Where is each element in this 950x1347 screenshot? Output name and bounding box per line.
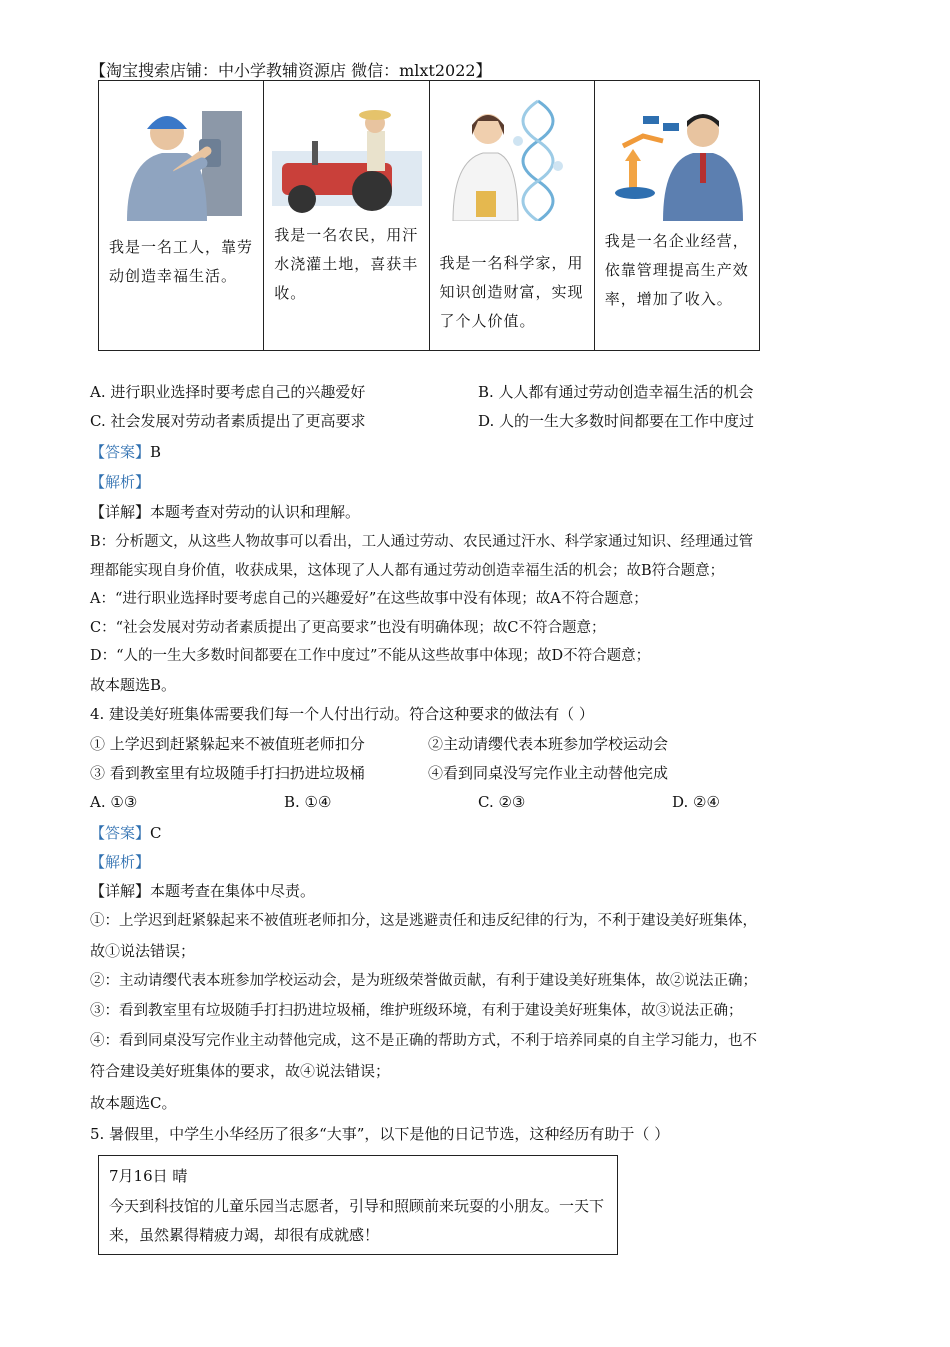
story-text-scientist: 我是一名科学家，用知识创造财富，实现了个人价值。 bbox=[439, 254, 584, 330]
story-cell-scientist bbox=[430, 81, 595, 350]
story-table bbox=[98, 80, 760, 351]
q4-option-d: D. ②④ bbox=[672, 793, 720, 811]
page-header: 【淘宝搜索店铺：中小学教辅资源店 微信：mlxt2022】 bbox=[90, 61, 492, 80]
q4-explain-5: ④：看到同桌没写完作业主动替他完成，这不是正确的帮助方式，不利于培养同桌的自主学习能力，也不 bbox=[90, 1033, 757, 1049]
diary-date: 7月16日 晴 bbox=[109, 1167, 188, 1185]
q4-explain-6: 符合建设美好班集体的要求，故④说法错误； bbox=[90, 1062, 391, 1080]
q3-explain-3: A：“进行职业选择时要考虑自己的兴趣爱好”在这些故事中没有体现；故A不符合题意； bbox=[90, 591, 648, 607]
q4-explain-1: ①：上学迟到赶紧躲起来不被值班老师扣分，这是逃避责任和违反纪律的行为，不利于建设美好班集体， bbox=[90, 913, 757, 929]
q4-answer bbox=[90, 822, 162, 844]
scientist-dna-illustration bbox=[438, 91, 588, 221]
worker-illustration bbox=[107, 91, 257, 221]
answer-value: C bbox=[150, 824, 162, 842]
q4-stem: 4. 建设美好班集体需要我们每一个人付出行动。符合这种要求的做法有（ ） bbox=[90, 705, 594, 723]
q4-explain-4: ③：看到教室里有垃圾随手打扫扔进垃圾桶，维护班级环境，有利于建设美好班集体，故③说法正确； bbox=[90, 1003, 743, 1019]
story-text-worker: 我是一名工人，靠劳动创造幸福生活。 bbox=[109, 238, 254, 285]
q3-detail: 【详解】本题考查对劳动的认识和理解。 bbox=[90, 503, 361, 521]
q3-explain-4: C：“社会发展对劳动者素质提出了更高要求”也没有明确体现；故C不符合题意； bbox=[90, 620, 606, 636]
q3-analysis-tag: 【解析】 bbox=[90, 473, 151, 491]
q4-option-a: A. ①③ bbox=[90, 793, 138, 811]
q4-explain-2: 故①说法错误； bbox=[90, 942, 196, 960]
q3-explain-1: B：分析题文，从这些人物故事可以看出，工人通过劳动、农民通过汗水、科学家通过知识、经理通过管 bbox=[90, 534, 754, 550]
q3-option-c: C. 社会发展对劳动者素质提出了更高要求 bbox=[90, 412, 366, 430]
answer-tag: 【答案】 bbox=[90, 443, 151, 461]
q5-stem: 5. 暑假里，中学生小华经历了很多“大事”，以下是他的日记节选，这种经历有助于（ ） bbox=[90, 1125, 670, 1143]
story-text-farmer: 我是一名农民，用汗水浇灌土地，喜获丰收。 bbox=[274, 226, 419, 302]
farmer-tractor-illustration bbox=[272, 91, 422, 221]
q3-explain-5: D：“人的一生大多数时间都要在工作中度过”不能从这些故事中体现；故D不符合题意； bbox=[90, 648, 651, 664]
q4-analysis-tag: 【解析】 bbox=[90, 853, 151, 871]
q4-explain-3: ②：主动请缨代表本班参加学校运动会，是为班级荣誉做贡献，有利于建设美好班集体，故②说法正确； bbox=[90, 973, 757, 989]
q3-conclusion: 故本题选B。 bbox=[90, 676, 177, 694]
diary-excerpt-box bbox=[98, 1155, 618, 1255]
q3-explain-2: 理都能实现自身价值，收获成果，这体现了人人都有通过劳动创造幸福生活的机会；故B符合题意； bbox=[90, 563, 725, 579]
q4-option-b: B. ①④ bbox=[284, 793, 332, 811]
story-cell-farmer bbox=[264, 81, 429, 350]
story-text-manager: 我是一名企业经营，依靠管理提高生产效率，增加了收入。 bbox=[604, 232, 749, 308]
q4-detail: 【详解】本题考查在集体中尽责。 bbox=[90, 882, 316, 900]
q3-answer bbox=[90, 441, 161, 463]
q4-option-c: C. ②③ bbox=[478, 793, 526, 811]
q4-statement-2: ②主动请缨代表本班参加学校运动会 bbox=[428, 735, 669, 753]
manager-illustration bbox=[603, 91, 753, 221]
answer-tag: 【答案】 bbox=[90, 824, 151, 842]
q4-conclusion: 故本题选C。 bbox=[90, 1094, 177, 1112]
answer-value: B bbox=[150, 443, 162, 461]
q4-statement-4: ④看到同桌没写完作业主动替他完成 bbox=[428, 764, 669, 782]
diary-text: 今天到科技馆的儿童乐园当志愿者，引导和照顾前来玩耍的小朋友。一天下来，虽然累得精疲力竭，却很有成就感！ bbox=[109, 1197, 605, 1244]
q4-statement-3: ③ 看到教室里有垃圾随手打扫扔进垃圾桶 bbox=[90, 764, 365, 782]
story-cell-manager bbox=[595, 81, 759, 350]
q4-statement-1: ① 上学迟到赶紧躲起来不被值班老师扣分 bbox=[90, 735, 365, 753]
q3-option-b: B. 人人都有通过劳动创造幸福生活的机会 bbox=[478, 383, 754, 401]
q3-option-a: A. 进行职业选择时要考虑自己的兴趣爱好 bbox=[90, 383, 366, 401]
story-cell-worker bbox=[99, 81, 264, 350]
q3-option-d: D. 人的一生大多数时间都要在工作中度过 bbox=[478, 412, 755, 430]
